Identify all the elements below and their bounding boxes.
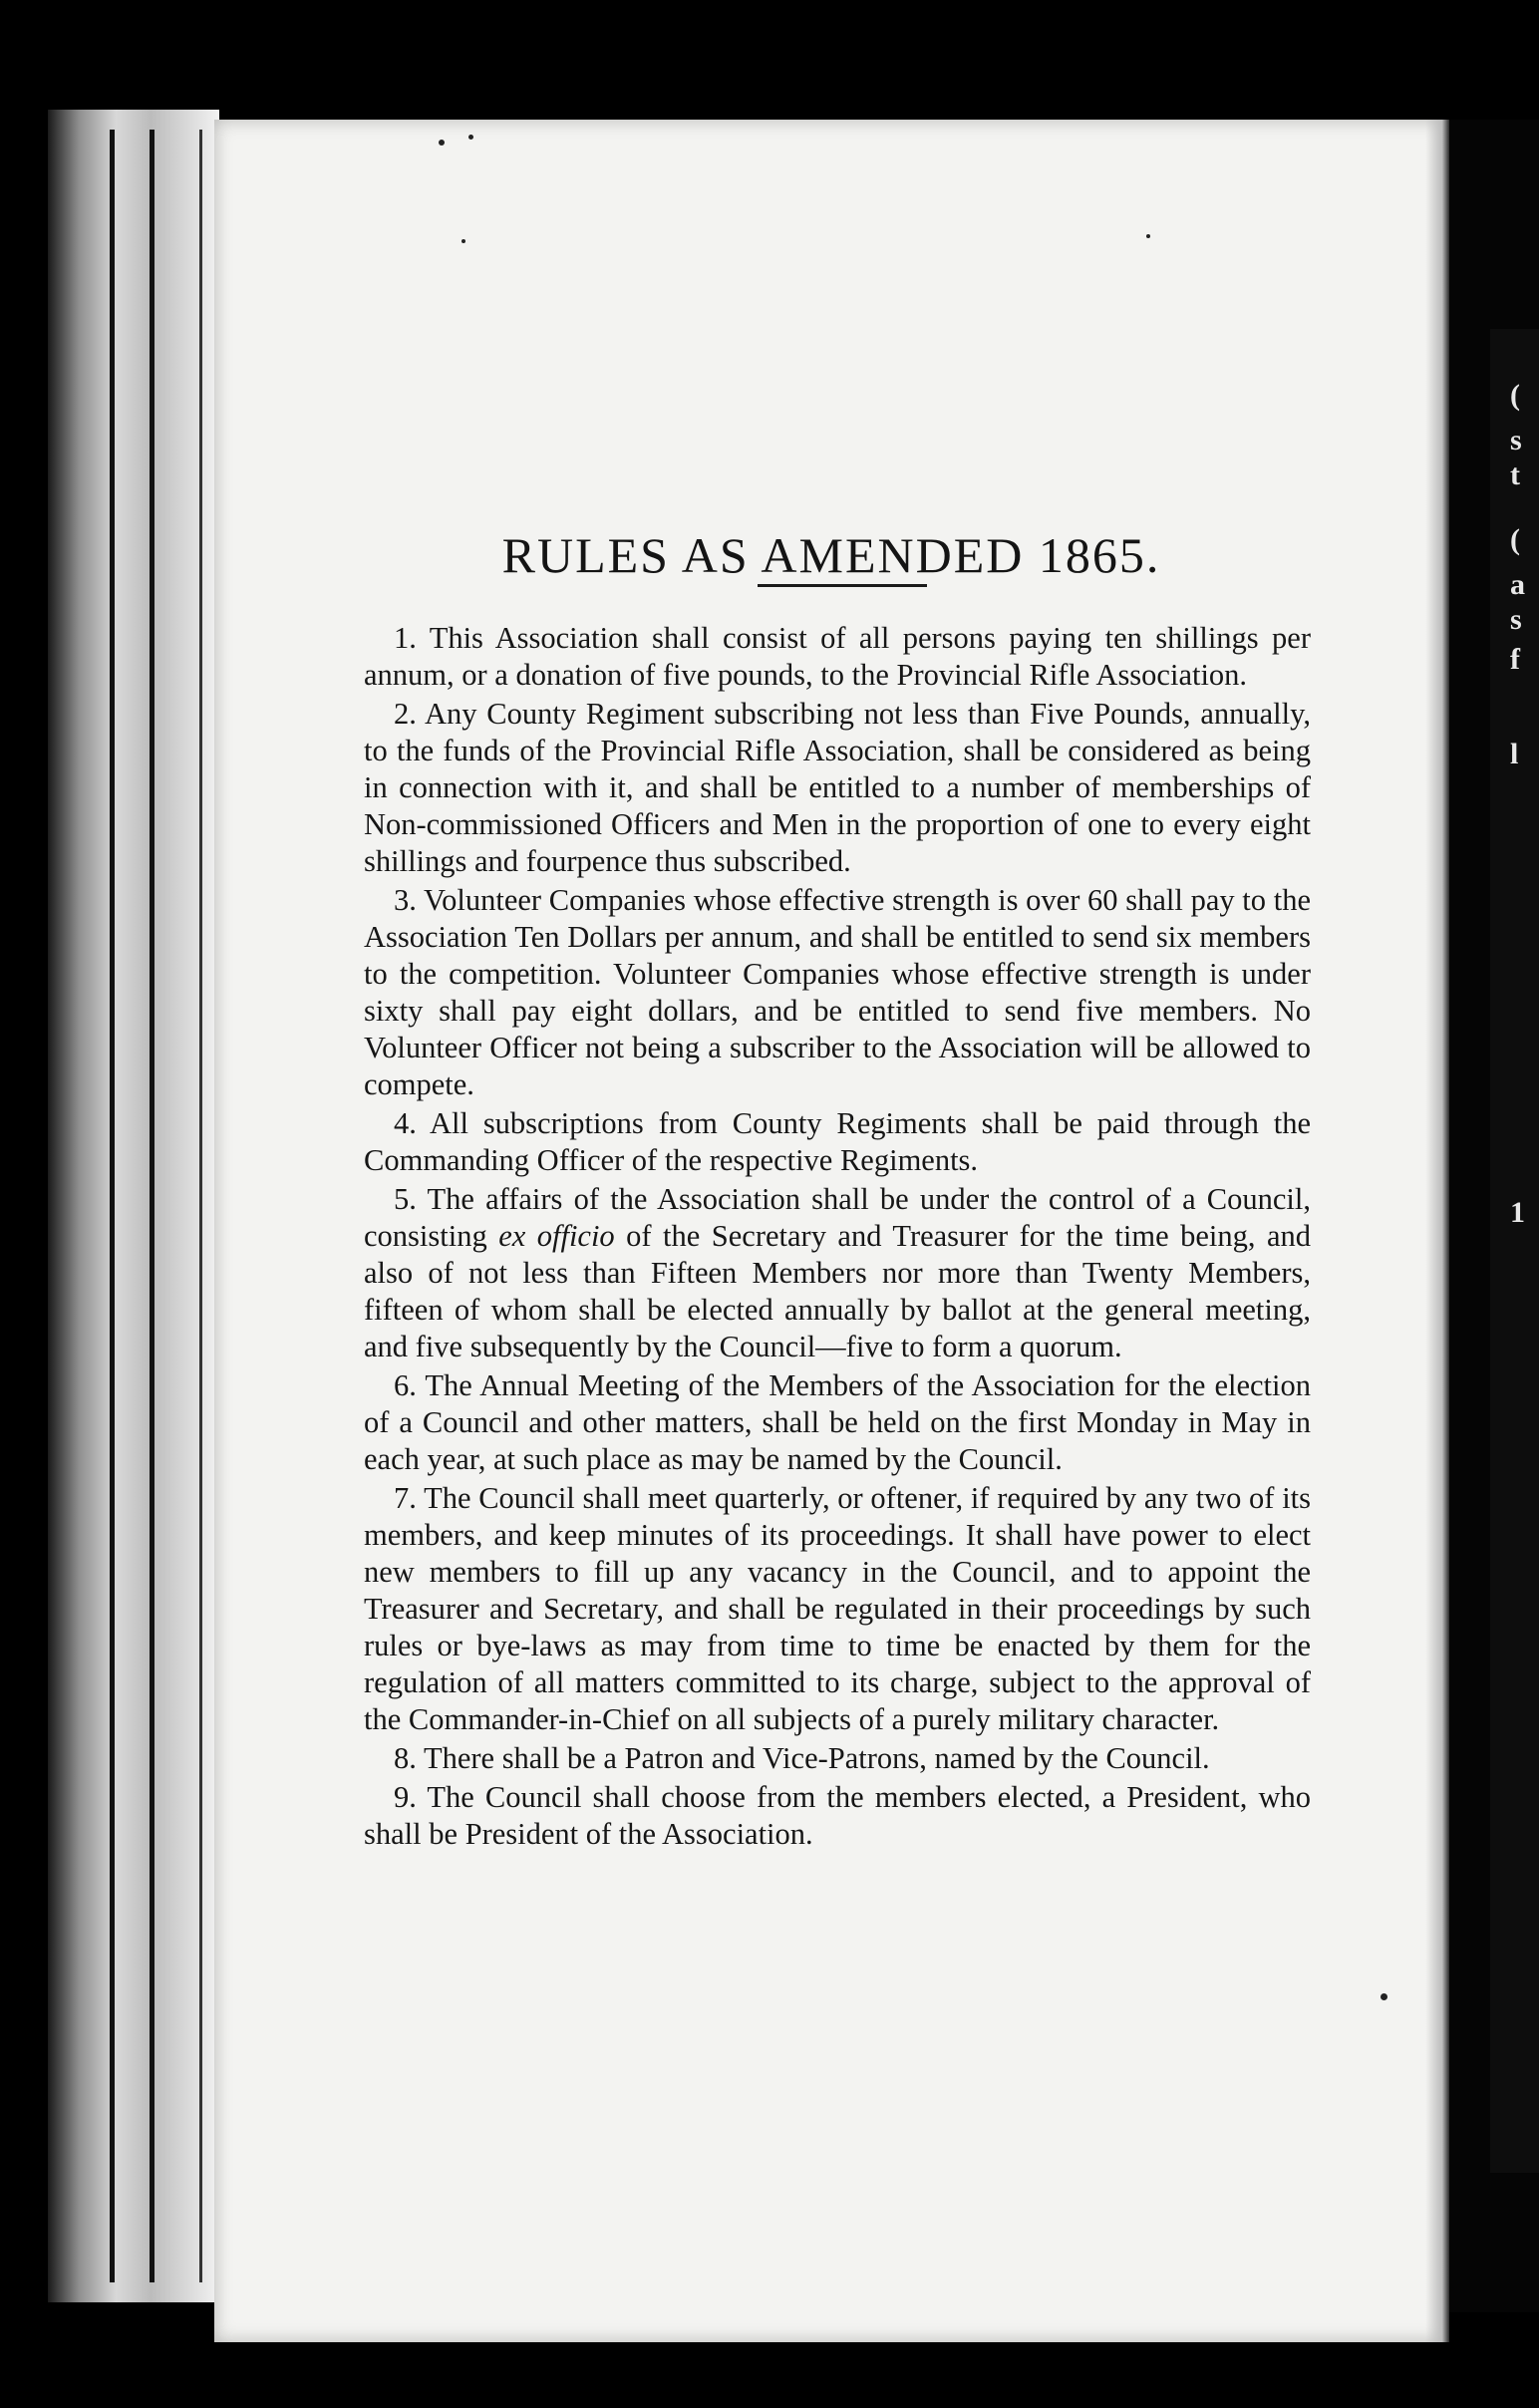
print-speck (1381, 1993, 1387, 2000)
rule-text: The Annual Meeting of the Members of the Association for the election of a Council and other matters, shall be held on the first Monday in May in each year, at such place as may be named by the Council. (364, 1368, 1311, 1476)
rule-number: 7. (394, 1481, 417, 1515)
rule-number: 2. (394, 697, 417, 731)
print-speck (1146, 234, 1150, 238)
rule-text: All subscriptions from County Regiments shall be paid through the Commanding Officer of the respective Regiments. (364, 1106, 1311, 1177)
rule-item (364, 1740, 1311, 1777)
adjacent-page-glyph: ( (1510, 523, 1520, 556)
rule-number: 1. (394, 621, 417, 655)
binding-line (150, 130, 154, 2282)
adjacent-page-glyph: l (1510, 738, 1519, 770)
rule-text: There shall be a Patron and Vice-Patrons, named by the Council. (423, 1741, 1210, 1775)
rule-item (364, 620, 1311, 694)
rule-number: 9. (394, 1780, 417, 1814)
binding-line (110, 130, 115, 2282)
adjacent-page-glyph: a (1510, 568, 1525, 601)
rule-number: 3. (394, 883, 417, 917)
book-spine (48, 110, 219, 2302)
print-speck (462, 239, 465, 243)
binding-line (199, 130, 202, 2282)
rule-text: This Association shall consist of all persons paying ten shillings per annum, or a donation of five pounds, to the Provincial Rifle Association. (364, 621, 1311, 692)
adjacent-page-glyph: t (1510, 458, 1520, 491)
adjacent-page-glyph: s (1510, 424, 1522, 456)
page-title: RULES AS AMENDED 1865. (501, 527, 1161, 583)
rules-list (364, 620, 1311, 1855)
page-edge-shadow (1425, 120, 1449, 2342)
print-speck (439, 140, 445, 146)
rule-number: 8. (394, 1741, 417, 1775)
rule-item (364, 1779, 1311, 1853)
rule-item (364, 696, 1311, 880)
rule-text: The affairs of the Association shall be under the control of a Council, consisting (364, 1182, 1311, 1253)
print-speck (468, 135, 473, 140)
rule-number: 4. (394, 1106, 417, 1140)
rule-number: 6. (394, 1368, 417, 1402)
rule-item (364, 1480, 1311, 1738)
adjacent-page-glyph: s (1510, 603, 1522, 636)
rule-text: Volunteer Companies whose effective strength is over 60 shall pay to the Association Ten Dollars per annum, and shall be entitled to send six members to the competition. Volunteer Companies whose effective strength is under sixty shall pay eight dollars, and be entitled to send five members. No Volunteer Officer not being a subscriber to the Association will be allowed to compete. (364, 883, 1311, 1101)
title-divider (758, 584, 927, 587)
rule-text: Any County Regiment subscribing not less than Five Pounds, annually, to the funds of the Provincial Rifle Association, shall be considered as being in connection with it, and shall be entitled to a number of memberships of Non-commissioned Officers and Men in the proportion of one to every eight shillings and fourpence thus subscribed. (364, 697, 1311, 878)
adjacent-page-glyph: ( (1510, 379, 1520, 412)
rule-text: The Council shall meet quarterly, or oftener, if required by any two of its members, and keep minutes of its proceedings. It shall have power to elect new members to fill up any vacancy in the Council, and to appoint the Treasurer and Secretary, and shall be regulated in their proceedings by such rules or bye-laws as may from time to time be enacted by them for the regulation of all matters committed to its charge, subject to the approval of the Commander-in-Chief on all subjects of a purely military character. (364, 1481, 1312, 1736)
rule-item (364, 1105, 1311, 1179)
rule-item (364, 882, 1311, 1103)
rule-text: of the Secretary and Treasurer for the time being, and also of not less than Fifteen Members nor more than Twenty Members, fifteen of whom shall be elected annually by ballot at the general meeting, and five subsequently by the Council—five to form a quorum. (364, 1219, 1312, 1363)
adjacent-page-glyph: f (1510, 643, 1520, 676)
rule-item (364, 1181, 1311, 1365)
rule-text: The Council shall choose from the members elected, a President, who shall be President of the Association. (364, 1780, 1311, 1851)
rule-number: 5. (394, 1182, 417, 1216)
rule-item (364, 1367, 1311, 1478)
rule-text-italic: ex officio (498, 1219, 615, 1253)
adjacent-page-glyph: 1 (1510, 1196, 1525, 1229)
